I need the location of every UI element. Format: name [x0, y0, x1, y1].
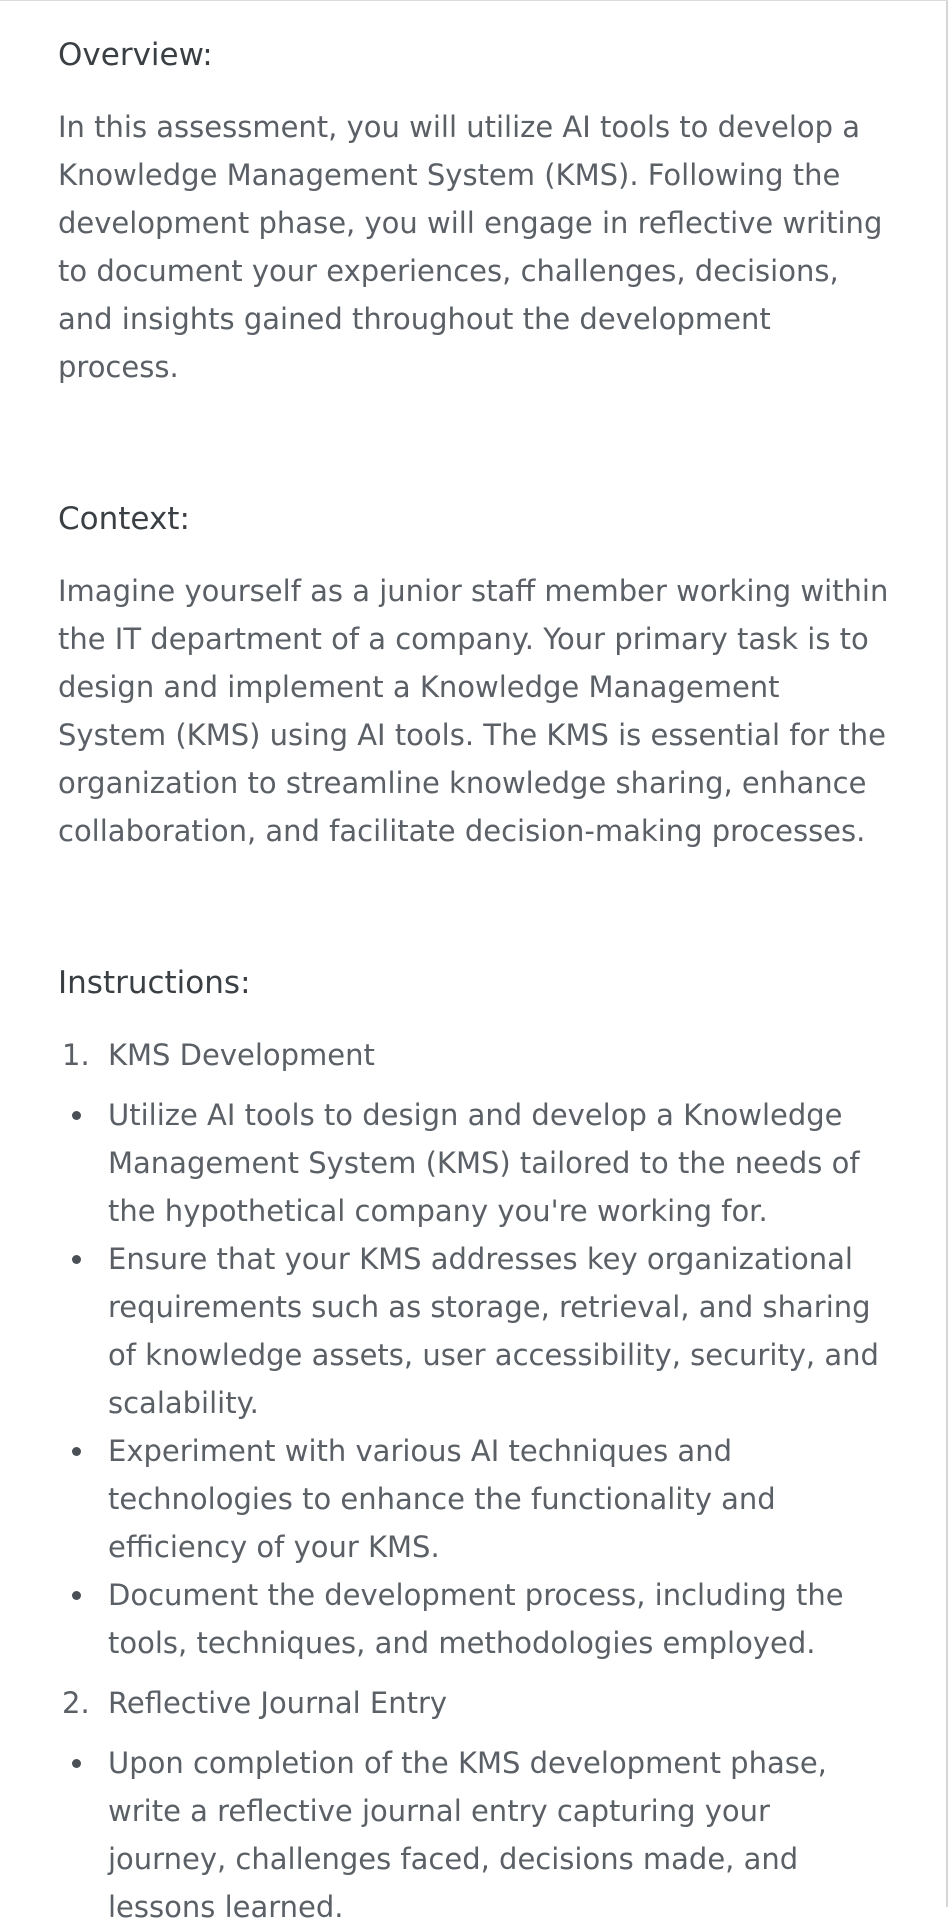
assessment-content: [58, 1, 894, 1931]
instructions-heading: Instructions:: [58, 965, 251, 1001]
step-1-title: KMS Development: [108, 1038, 375, 1072]
bullet-item: [58, 1739, 894, 1931]
context-paragraph: Imagine yourself as a junior staff member working within the IT department of a company. Your primary task is to design and implement a Knowledge Management System (KMS) using AI tools. The KMS is essential for the organization to streamline knowledge sharing, enhance collaboration, and facilitate decision-making processes.: [58, 574, 889, 848]
overview-paragraph: In this assessment, you will utilize AI tools to develop a Knowledge Management System (KMS). Following the development phase, you will engage in reflective writing to document your experiences, challenges, decisions, and insights gained throughout the development process.: [58, 110, 883, 384]
bullet-text: Upon completion of the KMS development phase, write a reflective journal entry capturing your journey, challenges faced, decisions made, and lessons learned.: [108, 1746, 827, 1924]
bullet-icon: [72, 1759, 81, 1768]
bullet-item: [58, 1427, 894, 1571]
step-2-title: Reflective Journal Entry: [108, 1686, 448, 1720]
bullet-item: [58, 1235, 894, 1427]
step-2-number: 2.: [62, 1686, 90, 1720]
bullet-icon: [72, 1255, 81, 1264]
bullet-text: Document the development process, including the tools, techniques, and methodologies employed.: [108, 1578, 844, 1660]
context-heading: Context:: [58, 501, 190, 537]
step-1-number: 1.: [62, 1038, 90, 1072]
bullet-item: [58, 1571, 894, 1667]
step-2-item: [58, 1679, 894, 1727]
bullet-icon: [72, 1591, 81, 1600]
step-1-item: [58, 1031, 894, 1079]
bullet-icon: [72, 1447, 81, 1456]
bullet-text: Ensure that your KMS addresses key organizational requirements such as storage, retrieval, and sharing of knowledge assets, user accessibility, security, and scalability.: [108, 1242, 879, 1420]
bullet-icon: [72, 1111, 81, 1120]
overview-heading: Overview:: [58, 37, 213, 73]
bullet-item: [58, 1091, 894, 1235]
bullet-text: Utilize AI tools to design and develop a Knowledge Management System (KMS) tailored to the needs of the hypothetical company you're working for.: [108, 1098, 860, 1228]
bullet-text: Experiment with various AI techniques and technologies to enhance the functionality and efficiency of your KMS.: [108, 1434, 776, 1564]
